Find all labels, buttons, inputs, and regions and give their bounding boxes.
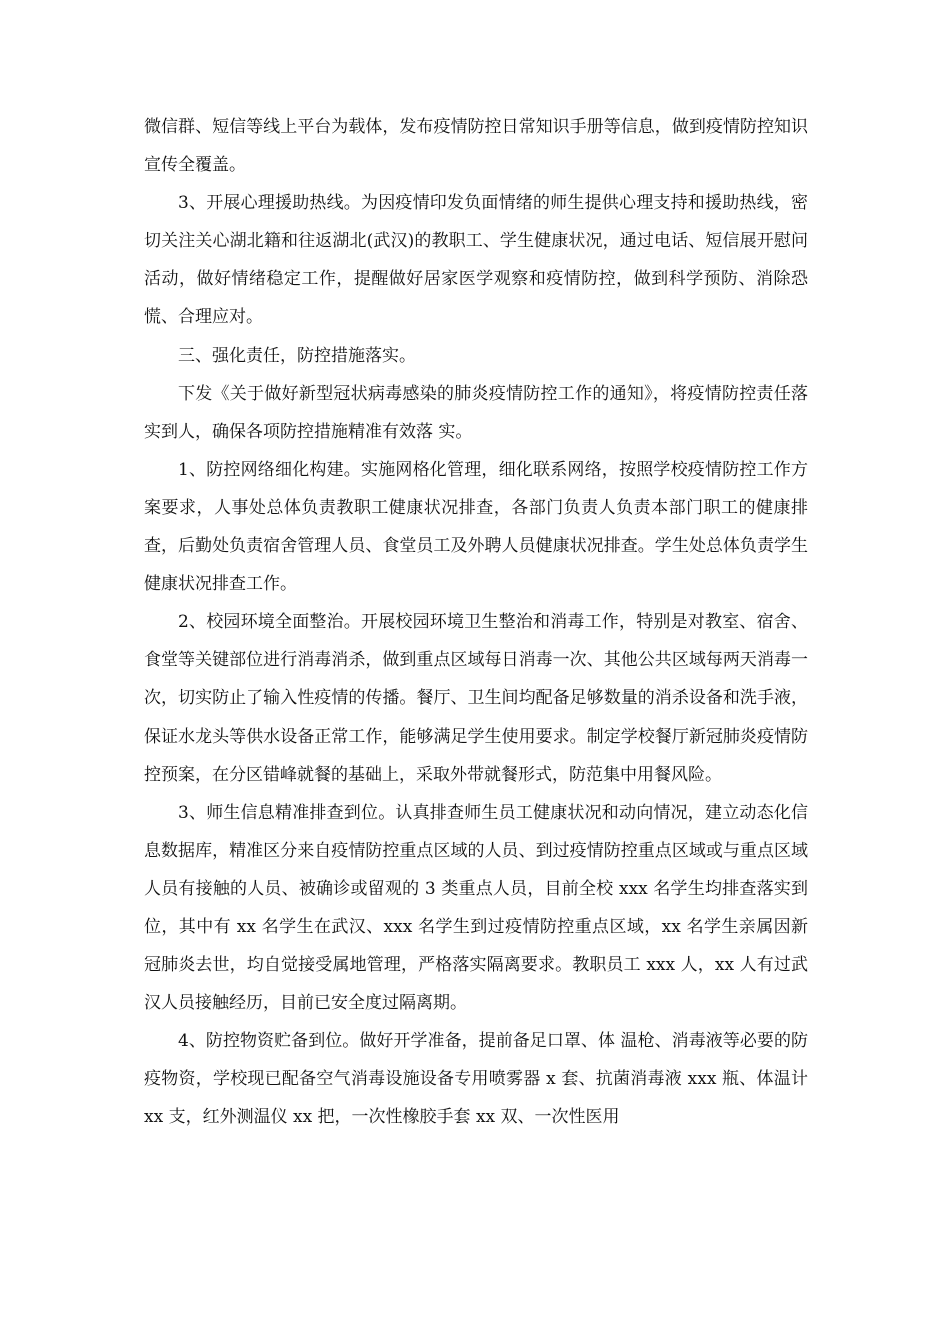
document-body: [144, 108, 808, 1137]
section-heading: 三、强化责任，防控措施落实。: [178, 345, 416, 366]
paragraph-4: 1、防控网络细化构建。实施网格化管理，细化联系网络，按照学校疫情防控工作方案要求，人事处总体负责教职工健康状况排查，各部门负责人负责本部门职工的健康排查，后勤处负责宿舍管理人员、食堂员工及外聘人员健康状况排查。学生处总体负责学生健康状况排查工作。: [144, 459, 808, 595]
paragraph-3: 下发《关于做好新型冠状病毒感染的肺炎疫情防控工作的通知》，将疫情防控责任落实到人，确保各项防控措施精准有效落 实。: [144, 383, 808, 442]
paragraph-7: 4、防控物资贮备到位。做好开学准备，提前备足口罩、体 温枪、消毒液等必要的防疫物资，学校现已配备空气消毒设施设备专用喷雾器 x 套、抗菌消毒液 xxx 瓶、体温计 xx 支，红外测温仪 xx 把，一次性橡胶手套 xx 双、一次性医用: [144, 1031, 808, 1128]
paragraph-6: 3、师生信息精准排查到位。认真排查师生员工健康状况和动向情况，建立动态化信息数据库，精准区分来自疫情防控重点区域的人员、到过疫情防控重点区域或与重点区域人员有接触的人员、被确诊或留观的 3 类重点人员，目前全校 xxx 名学生均排查落实到位，其中有 xx 名学生在武汉、xxx 名学生到过疫情防控重点区域，xx 名学生亲属因新冠肺炎去世，均自觉接受属地管理，严格落实隔离要求。教职员工 xxx 人，xx 人有过武汉人员接触经历，目前已安全度过隔离期。: [144, 802, 808, 1014]
paragraph-2: 3、开展心理援助热线。为因疫情印发负面情绪的师生提供心理支持和援助热线，密切关注关心湖北籍和往返湖北(武汉)的教职工、学生健康状况，通过电话、短信展开慰问活动，做好情绪稳定工作，提醒做好居家医学观察和疫情防控，做到科学预防、消除恐慌、合理应对。: [144, 193, 808, 328]
paragraph-5: 2、校园环境全面整治。开展校园环境卫生整治和消毒工作，特别是对教室、宿舍、食堂等关键部位进行消毒消杀，做到重点区域每日消毒一次、其他公共区域每两天消毒一次，切实防止了输入性疫情的传播。餐厅、卫生间均配备足够数量的消杀设备和洗手液，保证水龙头等供水设备正常工作，能够满足学生使用要求。制定学校餐厅新冠肺炎疫情防控预案，在分区错峰就餐的基础上，采取外带就餐形式，防范集中用餐风险。: [144, 612, 808, 785]
paragraph-1: 微信群、短信等线上平台为载体，发布疫情防控日常知识手册等信息，做到疫情防控知识宣传全覆盖。: [144, 117, 808, 176]
